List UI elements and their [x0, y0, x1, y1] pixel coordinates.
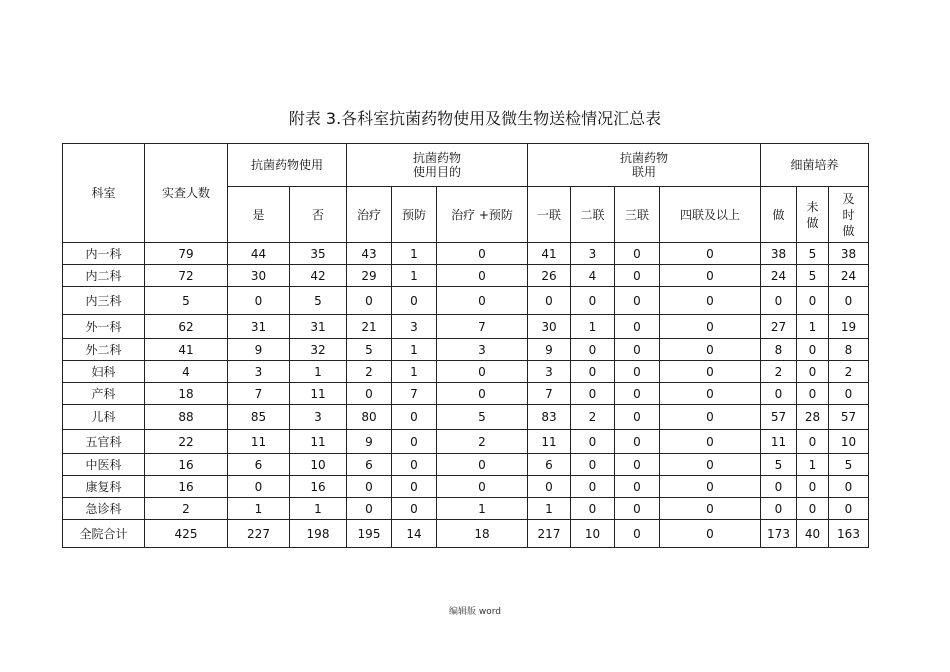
value-cell: 11 — [761, 430, 797, 454]
value-cell: 0 — [797, 476, 829, 498]
value-cell: 0 — [437, 243, 528, 265]
value-cell: 1 — [797, 454, 829, 476]
value-cell: 83 — [528, 405, 571, 430]
value-cell: 0 — [615, 339, 660, 361]
value-cell: 0 — [797, 498, 829, 520]
table-row — [63, 265, 869, 287]
value-cell: 0 — [797, 361, 829, 383]
value-cell: 22 — [145, 430, 228, 454]
value-cell: 31 — [290, 315, 347, 339]
value-cell: 0 — [829, 287, 869, 315]
value-cell: 24 — [829, 265, 869, 287]
header-treat-prevent: 治疗 +预防 — [437, 187, 528, 243]
header-combo-line2: 联用 — [631, 165, 656, 179]
value-cell: 6 — [528, 454, 571, 476]
value-cell: 72 — [145, 265, 228, 287]
value-cell: 11 — [528, 430, 571, 454]
value-cell: 0 — [437, 361, 528, 383]
header-purpose-line1: 抗菌药物 — [412, 151, 461, 165]
value-cell: 27 — [761, 315, 797, 339]
value-cell: 2 — [347, 361, 392, 383]
value-cell: 0 — [660, 287, 761, 315]
header-combo3: 三联 — [615, 187, 660, 243]
value-cell: 0 — [571, 430, 615, 454]
value-cell: 3 — [228, 361, 290, 383]
value-cell: 0 — [797, 383, 829, 405]
value-cell: 0 — [392, 287, 437, 315]
header-timely-done-text: 及时做 — [842, 191, 855, 238]
value-cell: 0 — [228, 476, 290, 498]
value-cell: 1 — [392, 243, 437, 265]
value-cell: 0 — [660, 454, 761, 476]
value-cell: 19 — [829, 315, 869, 339]
value-cell: 30 — [228, 265, 290, 287]
value-cell: 11 — [290, 383, 347, 405]
table-row — [63, 361, 869, 383]
value-cell: 4 — [571, 265, 615, 287]
department-cell: 全院合计 — [63, 520, 145, 548]
header-combo-line1: 抗菌药物 — [619, 151, 668, 165]
value-cell: 3 — [290, 405, 347, 430]
value-cell: 0 — [228, 287, 290, 315]
value-cell: 0 — [660, 383, 761, 405]
value-cell: 31 — [228, 315, 290, 339]
table-row — [63, 454, 869, 476]
value-cell: 0 — [392, 498, 437, 520]
value-cell: 2 — [829, 361, 869, 383]
department-cell: 内三科 — [63, 287, 145, 315]
value-cell: 0 — [392, 430, 437, 454]
value-cell: 0 — [829, 383, 869, 405]
value-cell: 0 — [797, 287, 829, 315]
table-row — [63, 243, 869, 265]
value-cell: 0 — [571, 361, 615, 383]
department-cell: 急诊科 — [63, 498, 145, 520]
value-cell: 40 — [797, 520, 829, 548]
value-cell: 0 — [571, 339, 615, 361]
header-yes: 是 — [228, 187, 290, 243]
value-cell: 41 — [145, 339, 228, 361]
value-cell: 2 — [437, 430, 528, 454]
value-cell: 195 — [347, 520, 392, 548]
value-cell: 0 — [571, 476, 615, 498]
department-cell: 内二科 — [63, 265, 145, 287]
value-cell: 0 — [571, 454, 615, 476]
value-cell: 38 — [761, 243, 797, 265]
header-purpose-group — [347, 144, 528, 187]
value-cell: 0 — [660, 265, 761, 287]
value-cell: 0 — [437, 476, 528, 498]
header-row-1 — [63, 144, 869, 187]
header-combo-group — [528, 144, 761, 187]
value-cell: 9 — [228, 339, 290, 361]
value-cell: 0 — [347, 476, 392, 498]
value-cell: 10 — [290, 454, 347, 476]
value-cell: 8 — [829, 339, 869, 361]
value-cell: 2 — [571, 405, 615, 430]
value-cell: 0 — [797, 339, 829, 361]
table-row — [63, 405, 869, 430]
value-cell: 0 — [571, 383, 615, 405]
value-cell: 5 — [761, 454, 797, 476]
value-cell: 7 — [528, 383, 571, 405]
value-cell: 11 — [228, 430, 290, 454]
value-cell: 3 — [392, 315, 437, 339]
value-cell: 0 — [347, 383, 392, 405]
header-department: 科室 — [63, 144, 145, 243]
summary-table — [62, 143, 869, 548]
value-cell: 1 — [392, 265, 437, 287]
value-cell: 0 — [615, 361, 660, 383]
value-cell: 0 — [615, 383, 660, 405]
value-cell: 0 — [660, 476, 761, 498]
value-cell: 28 — [797, 405, 829, 430]
value-cell: 163 — [829, 520, 869, 548]
value-cell: 0 — [615, 520, 660, 548]
table-row — [63, 315, 869, 339]
value-cell: 16 — [145, 476, 228, 498]
value-cell: 198 — [290, 520, 347, 548]
value-cell: 7 — [392, 383, 437, 405]
table-row — [63, 430, 869, 454]
value-cell: 11 — [290, 430, 347, 454]
value-cell: 6 — [347, 454, 392, 476]
value-cell: 0 — [660, 339, 761, 361]
value-cell: 16 — [290, 476, 347, 498]
value-cell: 0 — [615, 243, 660, 265]
department-cell: 内一科 — [63, 243, 145, 265]
table-row — [63, 520, 869, 548]
value-cell: 1 — [392, 339, 437, 361]
value-cell: 0 — [660, 498, 761, 520]
department-cell: 五官科 — [63, 430, 145, 454]
value-cell: 0 — [347, 287, 392, 315]
value-cell: 16 — [145, 454, 228, 476]
value-cell: 0 — [761, 287, 797, 315]
value-cell: 0 — [829, 498, 869, 520]
value-cell: 1 — [290, 361, 347, 383]
header-prevent: 预防 — [392, 187, 437, 243]
header-not-done — [797, 187, 829, 243]
value-cell: 85 — [228, 405, 290, 430]
department-cell: 产科 — [63, 383, 145, 405]
header-usage-group: 抗菌药物使用 — [228, 144, 347, 187]
value-cell: 41 — [528, 243, 571, 265]
value-cell: 62 — [145, 315, 228, 339]
footer-text: 编辑版 word — [449, 607, 501, 617]
value-cell: 227 — [228, 520, 290, 548]
value-cell: 0 — [392, 454, 437, 476]
value-cell: 44 — [228, 243, 290, 265]
value-cell: 0 — [615, 430, 660, 454]
value-cell: 5 — [797, 265, 829, 287]
table-row — [63, 383, 869, 405]
value-cell: 32 — [290, 339, 347, 361]
value-cell: 0 — [660, 405, 761, 430]
value-cell: 24 — [761, 265, 797, 287]
value-cell: 57 — [829, 405, 869, 430]
value-cell: 0 — [437, 383, 528, 405]
value-cell: 0 — [797, 430, 829, 454]
value-cell: 57 — [761, 405, 797, 430]
header-timely-done — [829, 187, 869, 243]
value-cell: 5 — [145, 287, 228, 315]
value-cell: 35 — [290, 243, 347, 265]
value-cell: 0 — [528, 287, 571, 315]
value-cell: 0 — [347, 498, 392, 520]
value-cell: 6 — [228, 454, 290, 476]
value-cell: 0 — [437, 265, 528, 287]
value-cell: 3 — [437, 339, 528, 361]
value-cell: 29 — [347, 265, 392, 287]
value-cell: 9 — [347, 430, 392, 454]
value-cell: 21 — [347, 315, 392, 339]
value-cell: 1 — [797, 315, 829, 339]
value-cell: 0 — [660, 430, 761, 454]
value-cell: 0 — [829, 476, 869, 498]
value-cell: 38 — [829, 243, 869, 265]
value-cell: 4 — [145, 361, 228, 383]
value-cell: 80 — [347, 405, 392, 430]
value-cell: 1 — [228, 498, 290, 520]
value-cell: 5 — [290, 287, 347, 315]
value-cell: 42 — [290, 265, 347, 287]
value-cell: 5 — [829, 454, 869, 476]
department-cell: 儿科 — [63, 405, 145, 430]
header-purpose-line2: 使用目的 — [412, 165, 461, 179]
value-cell: 0 — [615, 287, 660, 315]
value-cell: 5 — [797, 243, 829, 265]
value-cell: 0 — [615, 315, 660, 339]
value-cell: 0 — [660, 315, 761, 339]
department-cell: 外一科 — [63, 315, 145, 339]
value-cell: 425 — [145, 520, 228, 548]
header-no: 否 — [290, 187, 347, 243]
value-cell: 10 — [571, 520, 615, 548]
value-cell: 43 — [347, 243, 392, 265]
value-cell: 0 — [761, 498, 797, 520]
value-cell: 0 — [571, 287, 615, 315]
value-cell: 3 — [571, 243, 615, 265]
value-cell: 0 — [392, 476, 437, 498]
page-title: 附表 3.各科室抗菌药物使用及微生物送检情况汇总表 — [288, 109, 662, 128]
value-cell: 9 — [528, 339, 571, 361]
table-row — [63, 476, 869, 498]
value-cell: 0 — [660, 361, 761, 383]
value-cell: 1 — [290, 498, 347, 520]
value-cell: 1 — [528, 498, 571, 520]
value-cell: 7 — [437, 315, 528, 339]
value-cell: 2 — [145, 498, 228, 520]
value-cell: 0 — [392, 405, 437, 430]
value-cell: 0 — [660, 243, 761, 265]
value-cell: 8 — [761, 339, 797, 361]
value-cell: 0 — [437, 454, 528, 476]
value-cell: 0 — [660, 520, 761, 548]
value-cell: 2 — [761, 361, 797, 383]
value-cell: 0 — [615, 405, 660, 430]
value-cell: 79 — [145, 243, 228, 265]
header-not-done-text: 未做 — [806, 199, 819, 230]
table-row — [63, 339, 869, 361]
header-combo1: 一联 — [528, 187, 571, 243]
value-cell: 14 — [392, 520, 437, 548]
department-cell: 外二科 — [63, 339, 145, 361]
value-cell: 0 — [761, 476, 797, 498]
header-treat: 治疗 — [347, 187, 392, 243]
value-cell: 0 — [615, 476, 660, 498]
value-cell: 0 — [528, 476, 571, 498]
header-culture-group: 细菌培养 — [761, 144, 869, 187]
table-row — [63, 287, 869, 315]
value-cell: 173 — [761, 520, 797, 548]
value-cell: 3 — [528, 361, 571, 383]
value-cell: 10 — [829, 430, 869, 454]
value-cell: 18 — [145, 383, 228, 405]
value-cell: 0 — [761, 383, 797, 405]
value-cell: 1 — [437, 498, 528, 520]
value-cell: 0 — [615, 454, 660, 476]
value-cell: 217 — [528, 520, 571, 548]
value-cell: 0 — [571, 498, 615, 520]
value-cell: 18 — [437, 520, 528, 548]
value-cell: 0 — [437, 287, 528, 315]
header-combo2: 二联 — [571, 187, 615, 243]
value-cell: 26 — [528, 265, 571, 287]
value-cell: 5 — [437, 405, 528, 430]
value-cell: 1 — [392, 361, 437, 383]
value-cell: 30 — [528, 315, 571, 339]
department-cell: 康复科 — [63, 476, 145, 498]
department-cell: 妇科 — [63, 361, 145, 383]
header-inspected: 实查人数 — [145, 144, 228, 243]
department-cell: 中医科 — [63, 454, 145, 476]
value-cell: 5 — [347, 339, 392, 361]
header-done: 做 — [761, 187, 797, 243]
value-cell: 0 — [615, 265, 660, 287]
table-row — [63, 498, 869, 520]
value-cell: 0 — [615, 498, 660, 520]
value-cell: 7 — [228, 383, 290, 405]
value-cell: 88 — [145, 405, 228, 430]
header-combo4: 四联及以上 — [660, 187, 761, 243]
value-cell: 1 — [571, 315, 615, 339]
